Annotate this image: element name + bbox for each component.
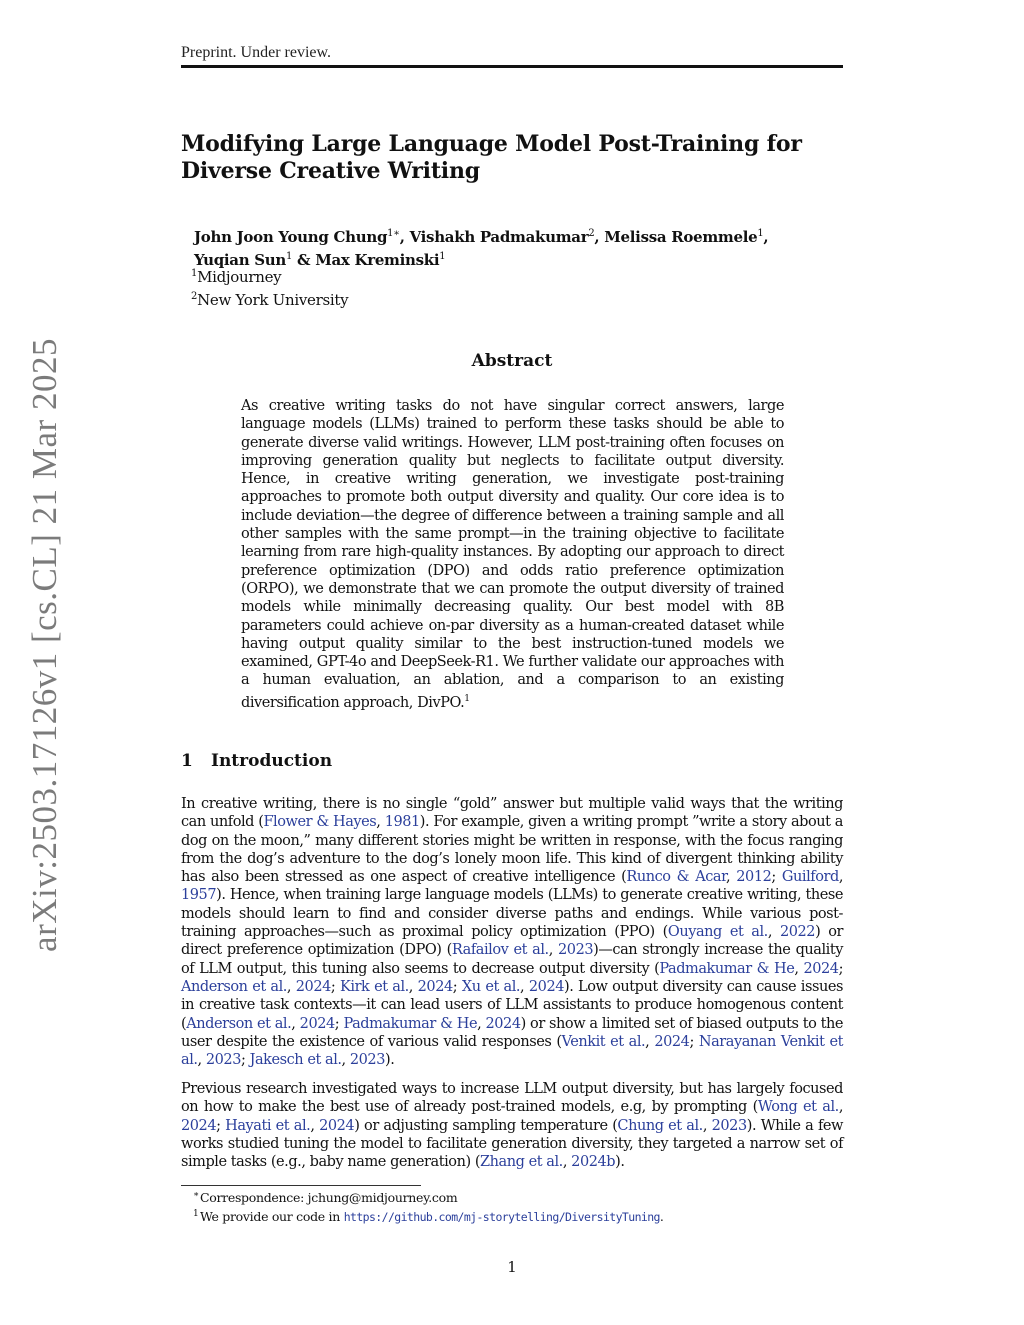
citation-link[interactable]: 2024: [528, 978, 564, 995]
citation-link[interactable]: Narayanan Venkit et al.: [181, 1033, 843, 1069]
citation-link[interactable]: 2024: [417, 978, 453, 995]
author-ampersand: &: [297, 251, 311, 269]
affiliation-name: Midjourney: [197, 268, 282, 286]
citation-link[interactable]: 2024: [654, 1033, 690, 1050]
body-text: ,: [408, 978, 418, 995]
footnote: [193, 1188, 840, 1207]
citation-link[interactable]: Guilford: [781, 869, 839, 886]
citation-link[interactable]: Wong et al.: [757, 1099, 839, 1116]
citation-link[interactable]: Ouyang et al.: [667, 924, 768, 941]
citation-link[interactable]: 2023: [349, 1052, 385, 1069]
page-number: 1: [507, 1258, 517, 1276]
citation-link[interactable]: 2024b: [571, 1154, 616, 1171]
body-text: ,: [376, 814, 385, 831]
citation-link[interactable]: 2024: [295, 978, 331, 995]
running-header: Preprint. Under review.: [181, 44, 332, 61]
author-name: Melissa Roemmele: [604, 228, 758, 246]
citation-link[interactable]: Runco & Acar: [626, 869, 726, 886]
author-name: Max Kreminski: [315, 251, 440, 269]
footnote-mark: ∗: [193, 1190, 199, 1200]
body-text: ;: [330, 978, 340, 995]
citation-link[interactable]: Anderson et al.: [181, 978, 287, 995]
body-text: ;: [216, 1117, 226, 1134]
citation-link[interactable]: Jakesch et al.: [249, 1052, 342, 1069]
body-text: ).: [384, 1052, 395, 1069]
footnote-text: .: [659, 1209, 664, 1224]
citation-link[interactable]: 2022: [779, 924, 816, 941]
citation-link[interactable]: Venkit et al.: [561, 1033, 646, 1050]
body-text: ) or show a limited set of biased outputs to the user despite the existence of various valid responses (: [181, 1015, 843, 1050]
citation-link[interactable]: 2024: [299, 1015, 335, 1032]
citation-link[interactable]: 2024: [319, 1117, 355, 1134]
header-rule: [181, 65, 843, 68]
author-mark: 1∗: [387, 228, 400, 239]
citation-link[interactable]: Hayati et al.: [225, 1117, 311, 1134]
citation-link[interactable]: 1957: [181, 887, 217, 904]
footnote: [193, 1207, 840, 1227]
body-text: ,: [291, 1015, 300, 1032]
body-text: ;: [838, 960, 844, 977]
section-title: Introduction: [211, 751, 333, 771]
body-text: ,: [310, 1117, 320, 1134]
body-text: In creative writing, there is no single “gold” answer but multiple valid ways that the writing can unfold (: [181, 796, 843, 831]
citation-link[interactable]: 2024: [803, 960, 839, 977]
citation-link[interactable]: Kirk et al.: [340, 978, 409, 995]
citation-link[interactable]: Chung et al.: [617, 1117, 703, 1134]
body-text: ,: [767, 924, 780, 941]
body-text: ). For example, given a writing prompt ”write a story about a dog on the moon,” many different stories might be written in response, with the focus ranging from the dog’s adventure to the dog’s lonely moon life. This kind of divergent thinking ability has also been stressed as one aspect of creative intelligence (: [181, 814, 843, 886]
affiliation-mark: 1: [191, 268, 198, 279]
citation-link[interactable]: Padmakumar & He: [659, 960, 795, 977]
affiliation: [191, 287, 591, 310]
body-text: ,: [702, 1117, 712, 1134]
body-text: ;: [240, 1052, 250, 1069]
citation-link[interactable]: 2024: [181, 1117, 217, 1134]
body-text: ,: [477, 1015, 486, 1032]
abstract-heading: Abstract: [471, 351, 553, 371]
body-text: )—can strongly increase the quality of LLM output, this tuning also seems to decrease output diversity (: [181, 942, 843, 977]
body-text: ,: [286, 978, 296, 995]
citation-link[interactable]: 1981: [384, 814, 420, 831]
body-text: ,: [341, 1052, 350, 1069]
author-mark: 1: [757, 228, 764, 239]
body-text: ,: [548, 942, 559, 959]
citation-link[interactable]: Flower & Hayes: [263, 814, 377, 831]
citation-link[interactable]: 2023: [205, 1052, 241, 1069]
section-number: 1: [181, 751, 193, 771]
citation-link[interactable]: Zhang et al.: [480, 1154, 563, 1171]
intro-paragraph-2: [181, 1080, 843, 1171]
affiliation-name: New York University: [197, 291, 349, 309]
author-mark: 1: [439, 251, 446, 262]
citation-link[interactable]: 2023: [711, 1117, 747, 1134]
body-text: ). Hence, when training large language models (LLMs) to generate creative writing, these models should learn to find and consider diverse paths and endings. While various post-training approaches—such as proximal policy optimization (PPO) (: [181, 887, 843, 941]
body-text: ,: [838, 869, 843, 886]
body-text: ;: [771, 869, 782, 886]
author-mark: 2: [588, 228, 595, 239]
body-text: ) or direct preference optimization (DPO) (: [181, 924, 843, 959]
body-text: ).: [615, 1154, 625, 1171]
body-text: Previous research investigated ways to increase LLM output diversity, but has largely focused on how to make the best use of already post-trained models, e.g, by prompting (: [181, 1081, 843, 1116]
citation-link[interactable]: Padmakumar & He: [343, 1015, 478, 1032]
section-heading-introduction: [181, 751, 843, 771]
affiliation: [191, 264, 591, 287]
body-text: ,: [838, 1099, 843, 1116]
code-repo-link[interactable]: https://github.com/mj-storytelling/DiversityTuning: [343, 1210, 660, 1224]
author-mark: 1: [286, 251, 293, 262]
footnote-text: We provide our code in: [200, 1209, 344, 1224]
citation-link[interactable]: 2023: [558, 942, 594, 959]
author-name: Vishakh Padmakumar: [409, 228, 589, 246]
body-text: ) or adjusting sampling temperature (: [354, 1117, 618, 1134]
citation-link[interactable]: Xu et al.: [461, 978, 521, 995]
citation-link[interactable]: Anderson et al.: [186, 1015, 292, 1032]
body-text: ). While a few works studied tuning the model to facilitate generation diversity, they targeted a narrow set of simple tasks (e.g., baby name generation) (: [181, 1117, 843, 1171]
affiliation-list: [191, 264, 591, 310]
arxiv-identifier-stamp: arXiv:2503.17126v1 [cs.CL] 21 Mar 2025: [25, 338, 64, 952]
footnote-mark: 1: [193, 1209, 199, 1219]
body-text: ,: [520, 978, 529, 995]
author-list: John Joon Young Chung$^{1∗}$, Vishakh Padmakumar$^2$, Melissa Roemmele$^1$, Yuqian Sun$^1$ & Max Kreminski$^1$: [194, 228, 769, 269]
author-name: John Joon Young Chung: [194, 228, 388, 246]
footnote-rule: [181, 1185, 421, 1186]
body-text: ,: [794, 960, 804, 977]
abstract-body: As creative writing tasks do not have singular correct answers, large language models (LLMs) trained to perform these tasks should be able to generate diverse valid writings. However, LLM post-training often focuses on improving generation quality but neglects to facilitate output diversity. Hence, in creative writing generation, we investigate post-training approaches to promote both output diversity and quality. Our core idea is to include deviation—the degree of difference between a training sample and all other samples with the same prompt—in the training objective to facilitate learning from rare high-quality instances. By adopting our approach to direct preference optimization (DPO) and odds ratio preference optimization (ORPO), we demonstrate that we can promote the output diversity of trained models while minimally decreasing quality. Our best model with 8B parameters could achieve on-par diversity as a human-created dataset while having output quality similar to the best instruction-tuned models we examined, GPT-4o and DeepSeek-R1. We further validate our approaches with a human evaluation, an ablation, and a comparison to an existing diversification approach, DivPO.: [241, 398, 784, 711]
affiliation-mark: 2: [191, 291, 198, 302]
footnote-text: Correspondence: jchung@midjourney.com: [200, 1190, 458, 1205]
abstract-text: [241, 397, 784, 712]
footnotes: [193, 1188, 840, 1227]
citation-link[interactable]: 2024: [485, 1015, 521, 1032]
citation-link[interactable]: Rafailov et al.: [451, 942, 549, 959]
intro-paragraph-1: [181, 795, 843, 1069]
paper-title: Modifying Large Language Model Post-Training for Diverse Creative Writing: [181, 131, 802, 184]
author-name: Yuqian Sun: [194, 251, 286, 269]
body-text: ,: [726, 869, 737, 886]
body-text: ;: [689, 1033, 699, 1050]
footnote-ref[interactable]: 1: [464, 693, 470, 704]
body-text: ). Low output diversity can cause issues in creative task contexts—it can lead users of LLM assistants to produce homogenous content (: [181, 978, 843, 1032]
body-text: ,: [197, 1052, 206, 1069]
body-text: ;: [334, 1015, 344, 1032]
body-text: ,: [562, 1154, 572, 1171]
citation-link[interactable]: 2012: [736, 869, 772, 886]
body-text: ;: [452, 978, 462, 995]
body-text: ,: [645, 1033, 655, 1050]
